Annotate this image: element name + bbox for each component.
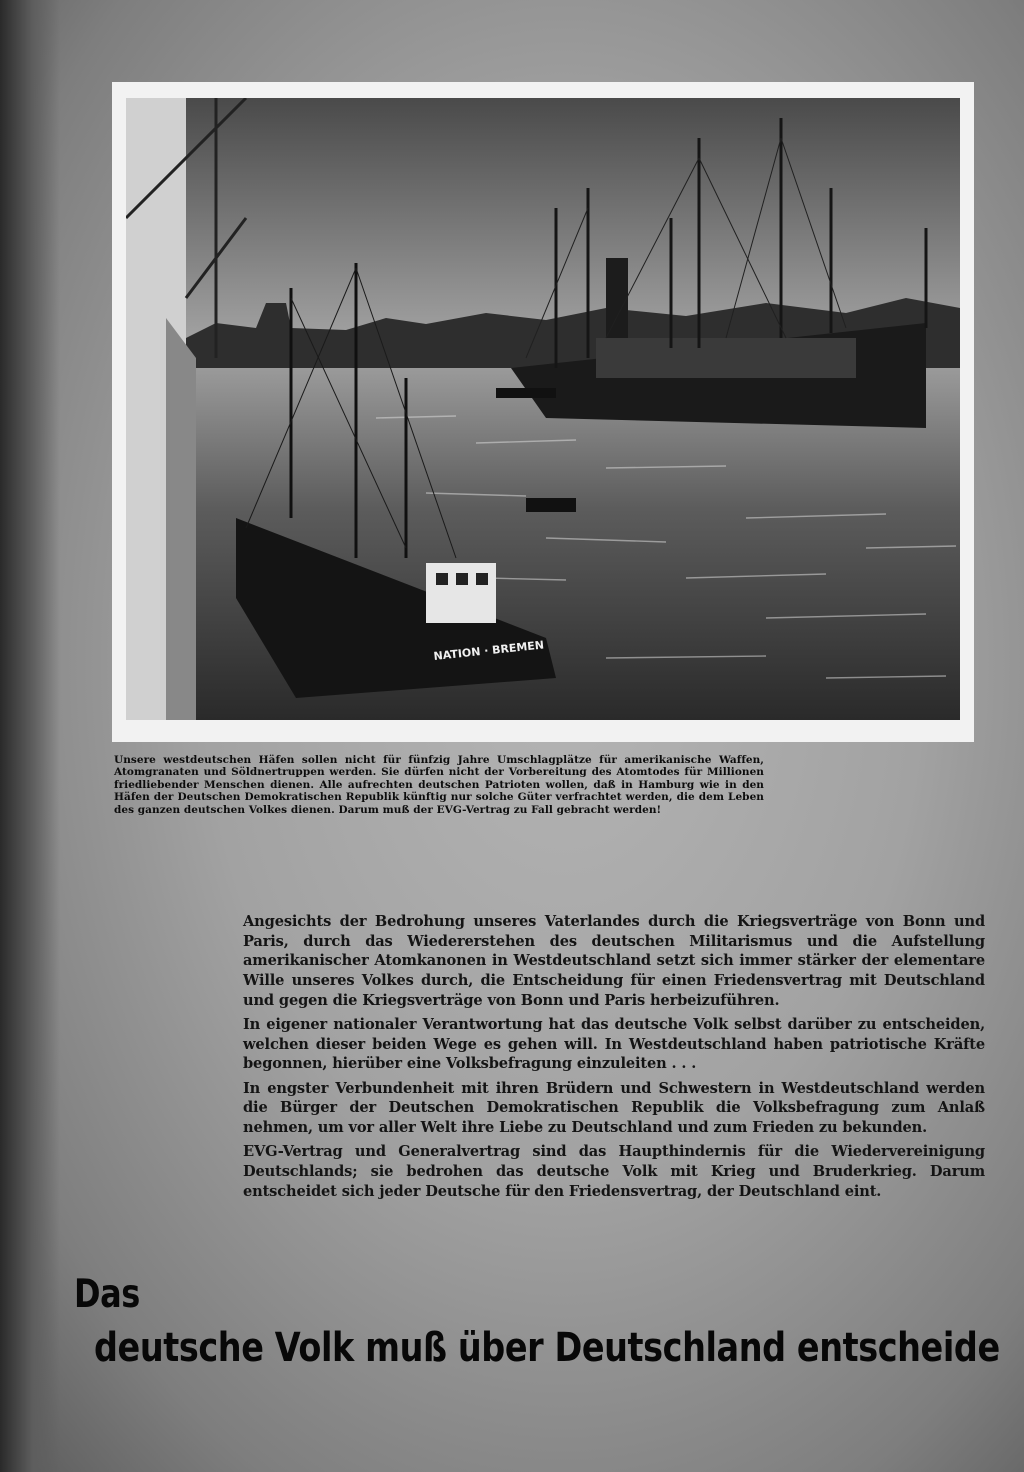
hull-lettering: NATION · BREMEN [432, 638, 545, 663]
harbor-scene-icon [126, 98, 960, 720]
headline-line-2: deutsche Volk muß über Deutschland entscheide [94, 1325, 1000, 1371]
paragraph: In engster Verbundenheit mit ihren Brüdern und Schwestern in Westdeutschland werden die Bürger der Deutschen Demokratischen Republik die Volksbefragung zum Anlaß nehmen, um vor aller Welt ihre Liebe zu Deutschland und zum Frieden zu bekunden. [243, 1079, 985, 1137]
paragraph: In eigener nationaler Verantwortung hat das deutsche Volk selbst darüber zu entscheiden, welchen dieser beiden Wege es gehen will. In Westdeutschland haben patriotische Kräfte begonnen, hierüber eine Volksbefragung einzuleiten . . . [243, 1016, 985, 1073]
body-text [243, 912, 985, 1206]
paragraph: EVG-Vertrag und Generalvertrag sind das Haupthindernis für die Wiedervereinigung Deutschlands; sie bedrohen das deutsche Volk mit Krieg und Bruderkrieg. Darum entscheidet sich jeder Deutsche für den Friedensvertrag, der Deutschland eint. [243, 1143, 985, 1200]
headline-line-1: Das [74, 1272, 140, 1317]
photo-frame [112, 82, 974, 742]
paragraph: Angesichts der Bedrohung unseres Vaterlandes durch die Kriegsverträge von Bonn und Paris, durch das Wiedererstehen des deutschen Militarismus und die Aufstellung amerikanischer Atomkanonen in Westdeutschland setzt sich immer stärker der elementare Wille unseres Volkes durch, die Entscheidung für einen Friedensvertrag mit Deutschland und gegen die Kriegsverträge von Bonn und Paris herbeizuführen. [243, 913, 985, 1009]
scan-shadow [0, 0, 60, 1472]
harbor-photo [126, 98, 960, 720]
photo-caption: Unsere westdeutschen Häfen sollen nicht für fünfzig Jahre Umschlagplätze für amerikanische Waffen, Atomgranaten und Söldnertruppen werden. Sie dürfen nicht der Vorbereitung des Atomtodes für Millionen friedliebender Menschen dienen. Alle aufrechten deutschen Patrioten wollen, daß in Hamburg wie in den Häfen der Deutschen Demokratischen Republik künftig nur solche Güter verfrachtet werden, die dem Leben des ganzen deutschen Volkes dienen. Darum muß der EVG-Vertrag zu Fall gebracht werden! [114, 754, 764, 816]
headline [74, 1268, 1024, 1374]
